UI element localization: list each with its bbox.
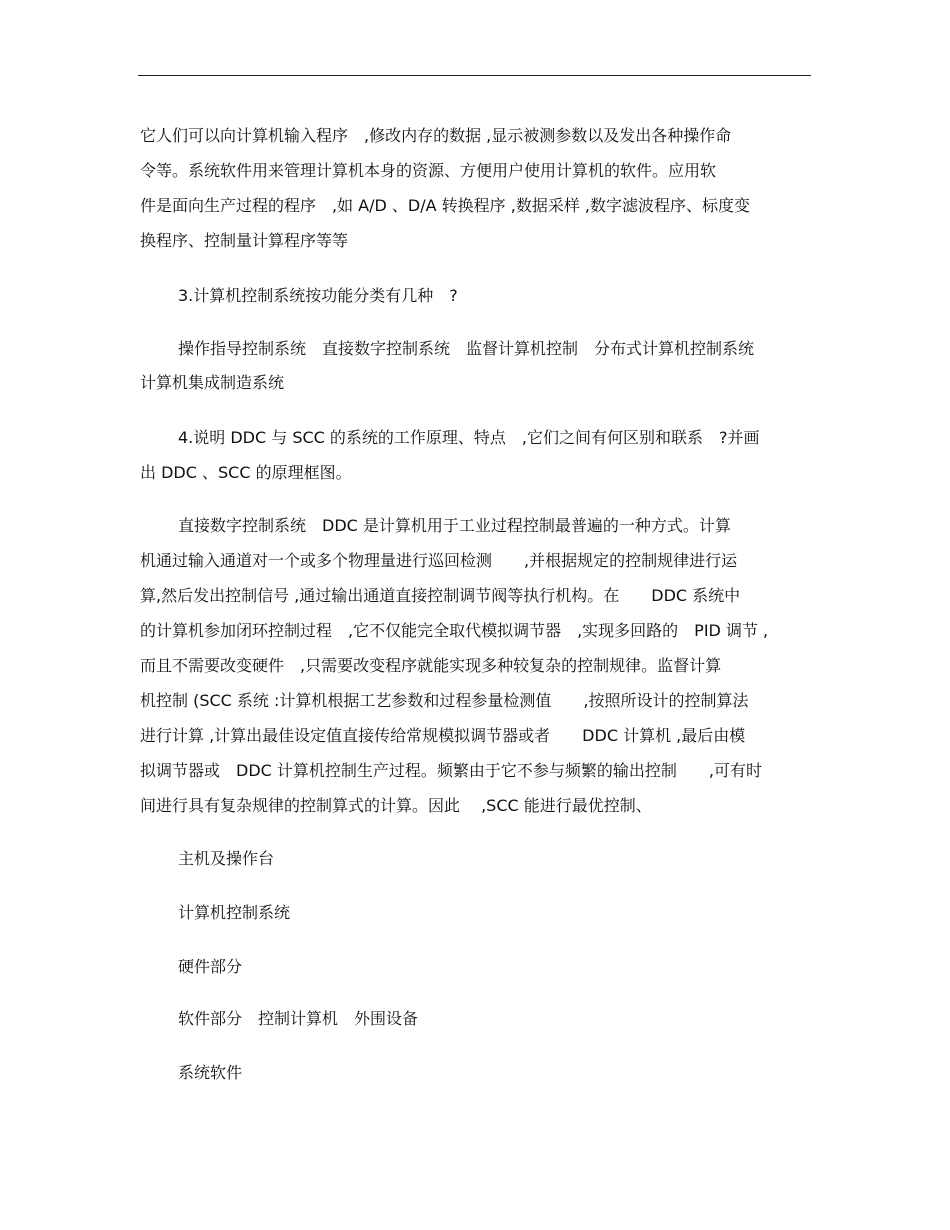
tree-item-host-console: 主机及操作台 xyxy=(178,849,275,868)
para1-line-2: 令等。系统软件用来管理计算机本身的资源、方便用户使用计算机的软件。应用软 xyxy=(140,161,717,180)
answer-4-line-8: 拟调节器或 DDC 计算机控制生产过程。频繁由于它不参与频繁的输出控制 ,可有时 xyxy=(140,761,762,780)
para1-line-4: 换程序、控制量计算程序等等 xyxy=(140,231,349,250)
tree-item-hardware: 硬件部分 xyxy=(178,957,243,976)
header-rule xyxy=(138,75,811,76)
tree-item-control-system: 计算机控制系统 xyxy=(178,903,291,922)
answer-4-line-1: 直接数字控制系统 DDC 是计算机用于工业过程控制最普遍的一种方式。计算 xyxy=(178,516,731,535)
answer-3-line-2: 计算机集成制造系统 xyxy=(140,373,285,392)
answer-4-line-9: 间进行具有复杂规律的控制算式的计算。因此 ,SCC 能进行最优控制、 xyxy=(140,796,652,815)
para1-line-1: 它人们可以向计算机输入程序 ,修改内存的数据 ,显示被测参数以及发出各种操作命 xyxy=(140,126,732,145)
para1-line-3: 件是面向生产过程的程序 ,如 A/D 、D/A 转换程序 ,数据采样 ,数字滤波程序、标度变 xyxy=(140,196,751,215)
tree-item-system-software: 系统软件 xyxy=(178,1063,243,1082)
answer-4-line-6: 机控制 (SCC 系统 :计算机根据工艺参数和过程参量检测值 ,按照所设计的控制算法 xyxy=(140,691,749,710)
question-4-line-2: 出 DDC 、SCC 的原理框图。 xyxy=(140,463,352,482)
question-3: 3.计算机控制系统按功能分类有几种 ? xyxy=(178,286,458,305)
question-4-line-1: 4.说明 DDC 与 SCC 的系统的工作原理、特点 ,它们之间有何区别和联系 ?并画 xyxy=(178,428,760,447)
answer-4-line-3: 算,然后发出控制信号 ,通过输出通道直接控制调节阀等执行机构。在 DDC 系统中 xyxy=(140,586,741,605)
answer-4-line-2: 机通过输入通道对一个或多个物理量进行巡回检测 ,并根据规定的控制规律进行运 xyxy=(140,551,738,570)
tree-item-software-row: 软件部分 控制计算机 外围设备 xyxy=(178,1009,419,1028)
answer-4-line-7: 进行计算 ,计算出最佳设定值直接传给常规模拟调节器或者 DDC 计算机 ,最后由模 xyxy=(140,726,746,745)
answer-4-line-4: 的计算机参加闭环控制过程 ,它不仅能完全取代模拟调节器 ,实现多回路的 PID 调节 , xyxy=(140,621,769,640)
answer-3-line-1: 操作指导控制系统 直接数字控制系统 监督计算机控制 分布式计算机控制系统 xyxy=(178,339,755,358)
answer-4-line-5: 而且不需要改变硬件 ,只需要改变程序就能实现多种较复杂的控制规律。监督计算 xyxy=(140,656,722,675)
